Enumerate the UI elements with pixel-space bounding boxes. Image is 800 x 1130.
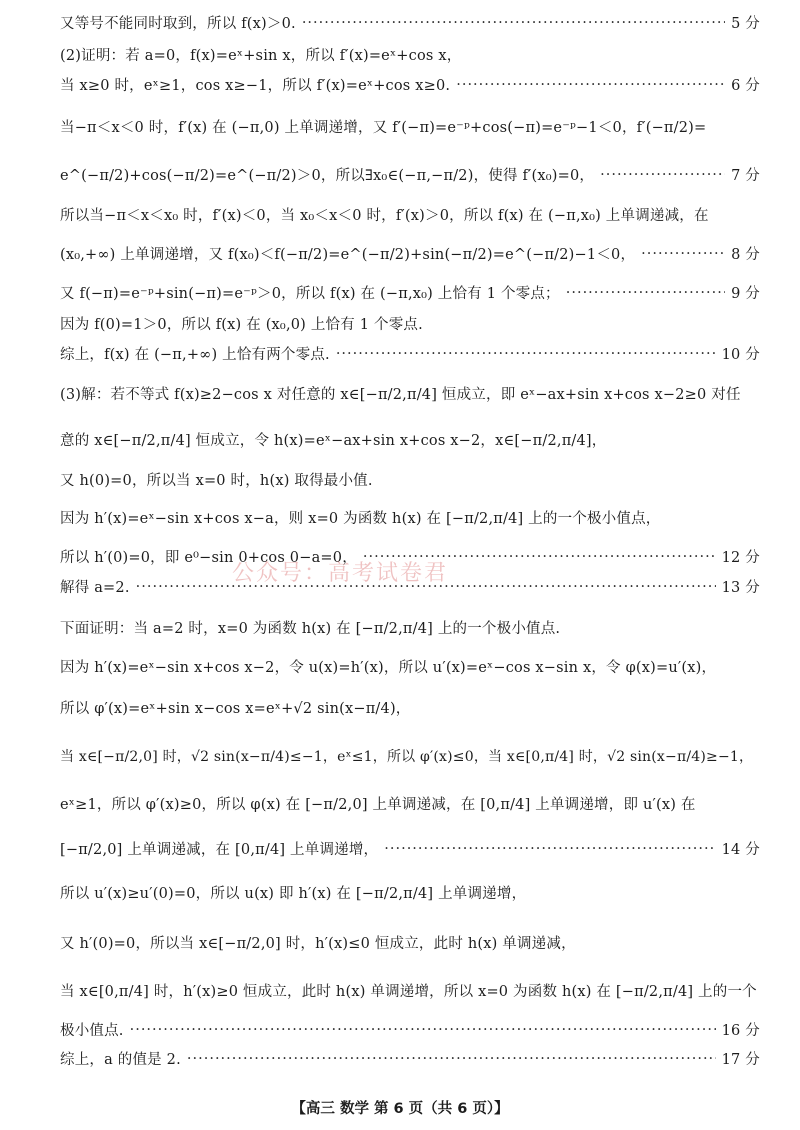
score-label: 8 分 <box>731 247 760 263</box>
solution-line: [−π/2,0] 上单调递减，在 [0,π/4] 上单调递增， ····· 14 分 <box>60 838 760 859</box>
solution-line: 下面证明：当 a=2 时，x=0 为函数 h(x) 在 [−π/2,π/4] 上的一个极小值点. <box>60 621 561 637</box>
score-label: 17 分 <box>721 1052 760 1068</box>
solution-line: e^(−π/2)+cos(−π/2)=e^(−π/2)＞0，所以∃x₀∈(−π,−π/2)，使得 f′(x₀)=0， ····· 7 分 <box>60 164 760 185</box>
score-label: 13 分 <box>721 580 760 596</box>
score-label: 9 分 <box>731 286 760 302</box>
score-label: 5 分 <box>731 16 760 32</box>
solution-line: 极小值点. ····· 16 分 <box>60 1019 760 1040</box>
solution-line: 又 f(−π)=e⁻ᵖ+sin(−π)=e⁻ᵖ＞0，所以 f(x) 在 (−π,x₀) 上恰有 1 个零点； ····· 9 分 <box>60 282 760 303</box>
solution-line: eˣ≥1，所以 φ′(x)≥0，所以 φ(x) 在 [−π/2,0] 上单调递减，在 [0,π/4] 上单调递增，即 u′(x) 在 <box>60 797 696 813</box>
solution-line: 又等号不能同时取到，所以 f(x)＞0. ····· 5 分 <box>60 12 760 33</box>
solution-line: (3)解：若不等式 f(x)≥2−cos x 对任意的 x∈[−π/2,π/4] 恒成立，即 eˣ−ax+sin x+cos x−2≥0 对任 <box>60 387 741 403</box>
score-label: 7 分 <box>731 168 760 184</box>
score-label: 14 分 <box>721 842 760 858</box>
solution-line: 所以当−π＜x＜x₀ 时，f′(x)＜0，当 x₀＜x＜0 时，f′(x)＞0，所以 f(x) 在 (−π,x₀) 上单调递减，在 <box>60 208 709 224</box>
solution-line: 综上，a 的值是 2. ····· 17 分 <box>60 1048 760 1069</box>
solution-line: 当 x≥0 时，eˣ≥1，cos x≥−1，所以 f′(x)=eˣ+cos x≥0. ····· 6 分 <box>60 74 760 95</box>
solution-line: 当−π＜x＜0 时，f′(x) 在 (−π,0) 上单调递增，又 f′(−π)=e⁻ᵖ+cos(−π)=e⁻ᵖ−1＜0，f′(−π/2)= <box>60 120 707 136</box>
solution-line: 所以 u′(x)≥u′(0)=0，所以 u(x) 即 h′(x) 在 [−π/2,π/4] 上单调递增， <box>60 886 527 902</box>
solution-line: 因为 f(0)=1＞0，所以 f(x) 在 (x₀,0) 上恰有 1 个零点. <box>60 317 423 333</box>
solution-line: 因为 h′(x)=eˣ−sin x+cos x−a，则 x=0 为函数 h(x) 在 [−π/2,π/4] 上的一个极小值点， <box>60 511 661 527</box>
solution-line: (x₀,+∞) 上单调递增，又 f(x₀)＜f(−π/2)=e^(−π/2)+sin(−π/2)=e^(−π/2)−1＜0， ····· 8 分 <box>60 243 760 264</box>
solution-line: 综上，f(x) 在 (−π,+∞) 上恰有两个零点. ····· 10 分 <box>60 343 760 364</box>
solution-line: 当 x∈[0,π/4] 时，h′(x)≥0 恒成立，此时 h(x) 单调递增，所以 x=0 为函数 h(x) 在 [−π/2,π/4] 上的一个 <box>60 984 757 1000</box>
solution-line: 又 h′(0)=0，所以当 x∈[−π/2,0] 时，h′(x)≤0 恒成立，此时 h(x) 单调递减， <box>60 936 576 952</box>
page-footer: 【高三 数学 第 6 页（共 6 页）】 <box>291 1101 509 1117</box>
score-label: 12 分 <box>721 550 760 566</box>
solution-line: 所以 h′(0)=0，即 e⁰−sin 0+cos 0−a=0， ····· 12 分 <box>60 546 760 567</box>
watermark: 公众号：高考试卷君 <box>232 561 449 586</box>
score-label: 16 分 <box>721 1023 760 1039</box>
score-label: 10 分 <box>721 347 760 363</box>
solution-line: (2)证明：若 a=0，f(x)=eˣ+sin x，所以 f′(x)=eˣ+cos x， <box>60 48 462 64</box>
solution-line: 所以 φ′(x)=eˣ+sin x−cos x=eˣ+√2 sin(x−π/4)， <box>60 701 411 717</box>
solution-line: 解得 a=2. ····· 13 分 <box>60 576 760 597</box>
solution-line: 意的 x∈[−π/2,π/4] 恒成立，令 h(x)=eˣ−ax+sin x+cos x−2，x∈[−π/2,π/4]， <box>60 433 607 449</box>
solution-line: 当 x∈[−π/2,0] 时，√2 sin(x−π/4)≤−1，eˣ≤1，所以 φ′(x)≤0，当 x∈[0,π/4] 时，√2 sin(x−π/4)≥−1， <box>60 749 754 765</box>
solution-line: 因为 h′(x)=eˣ−sin x+cos x−2，令 u(x)=h′(x)，所以 u′(x)=eˣ−cos x−sin x，令 φ(x)=u′(x)， <box>60 660 717 676</box>
solution-line: 又 h(0)=0，所以当 x=0 时，h(x) 取得最小值. <box>60 473 373 489</box>
score-label: 6 分 <box>731 78 760 94</box>
